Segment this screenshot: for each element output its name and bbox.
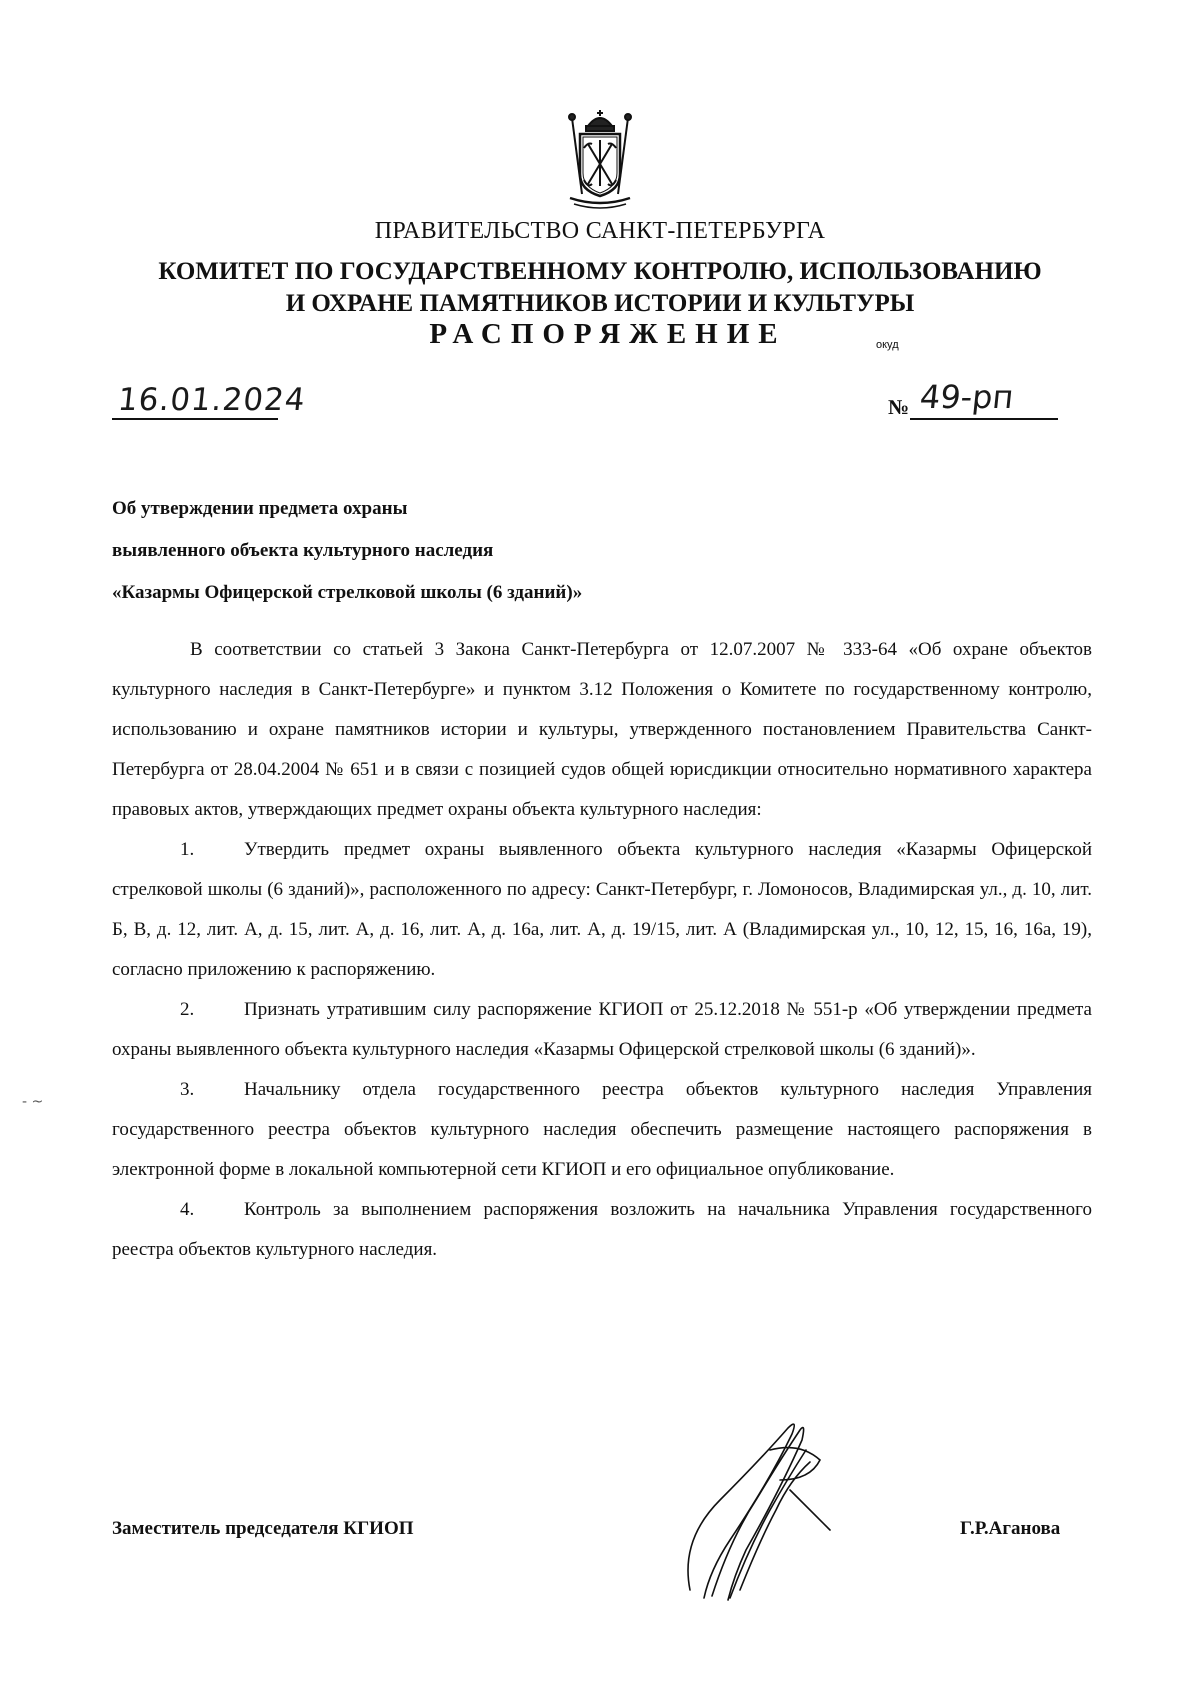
document-body bbox=[112, 630, 1092, 1270]
date-underline bbox=[112, 418, 278, 420]
document-type-heading: РАСПОРЯЖЕНИЕ bbox=[429, 318, 787, 350]
subject-line: выявленного объекта культурного наследия bbox=[112, 540, 494, 561]
item-text: Контроль за выполнением распоряжения возложить на начальника Управления государственного реестра объектов культурного наследия. bbox=[112, 1199, 1092, 1260]
subject-line: Об утверждении предмета охраны bbox=[112, 498, 408, 519]
order-item bbox=[112, 830, 1092, 990]
item-text: Признать утратившим силу распоряжение КГИОП от 25.12.2018 № 551-р «Об утверждении предмета охраны выявленного объекта культурного наследия «Казармы Офицерской стрелковой школы (6 зданий)». bbox=[112, 999, 1092, 1060]
document-date: 16.01.2024 bbox=[116, 382, 308, 418]
item-number: 3. bbox=[180, 1079, 195, 1100]
order-item bbox=[112, 1190, 1092, 1270]
item-number: 1. bbox=[180, 839, 195, 860]
item-text: Начальнику отдела государственного реестра объектов культурного наследия Управления государственного реестра объектов культурного наследия обеспечить размещение настоящего распоряжения в электронной форме в локальной компьютерной сети КГИОП и его официальное опубликование. bbox=[112, 1079, 1092, 1180]
margin-mark: - ~ bbox=[22, 1094, 44, 1110]
order-item bbox=[112, 990, 1092, 1070]
item-text: Утвердить предмет охраны выявленного объекта культурного наследия «Казармы Офицерской стрелковой школы (6 зданий)», расположенного по адресу: Санкт-Петербург, г. Ломоносов, Владимирская ул., д. 10, лит. Б, В, д. 12, лит. А, д. 15, лит. А, д. 16, лит. А, д. 16а, лит. А, д. 19/15, лит. А (Владимирская ул., 10, 12, 15, 16, 16а, 19), согласно приложению к распоряжению. bbox=[112, 839, 1092, 980]
number-sign: № bbox=[888, 395, 910, 419]
preamble-paragraph: В соответствии со статьей 3 Закона Санкт-Петербурга от 12.07.2007 № 333-64 «Об охране объектов культурного наследия в Санкт-Петербурге» и пунктом 3.12 Положения о Комитете по государственному контролю, использованию и охране памятников истории и культуры, утвержденного постановлением Правительства Санкт-Петербурга от 28.04.2004 № 651 и в связи с позицией судов общей юрисдикции относительно нормативного характера правовых актов, утверждающих предмет охраны объекта культурного наследия: bbox=[112, 639, 1092, 820]
number-underline bbox=[910, 418, 1058, 420]
item-number: 4. bbox=[180, 1199, 195, 1220]
document-subject bbox=[112, 488, 582, 614]
subject-line: «Казармы Офицерской стрелковой школы (6 зданий)» bbox=[112, 582, 583, 603]
committee-name bbox=[0, 256, 1200, 320]
committee-name-line: И ОХРАНЕ ПАМЯТНИКОВ ИСТОРИИ И КУЛЬТУРЫ bbox=[285, 290, 915, 317]
coat-of-arms-icon bbox=[562, 108, 638, 212]
item-number: 2. bbox=[180, 999, 195, 1020]
order-item bbox=[112, 1070, 1092, 1190]
document-number: 49-рп bbox=[918, 378, 1016, 416]
signer-title: Заместитель председателя КГИОП bbox=[112, 1518, 414, 1539]
okud-label: окуд bbox=[876, 339, 899, 351]
handwritten-signature-icon bbox=[660, 1420, 840, 1610]
committee-name-line: КОМИТЕТ ПО ГОСУДАРСТВЕННОМУ КОНТРОЛЮ, ИСПОЛЬЗОВАНИЮ bbox=[158, 258, 1042, 285]
signer-name: Г.Р.Аганова bbox=[960, 1518, 1061, 1539]
government-title: ПРАВИТЕЛЬСТВО САНКТ-ПЕТЕРБУРГА bbox=[374, 218, 826, 244]
